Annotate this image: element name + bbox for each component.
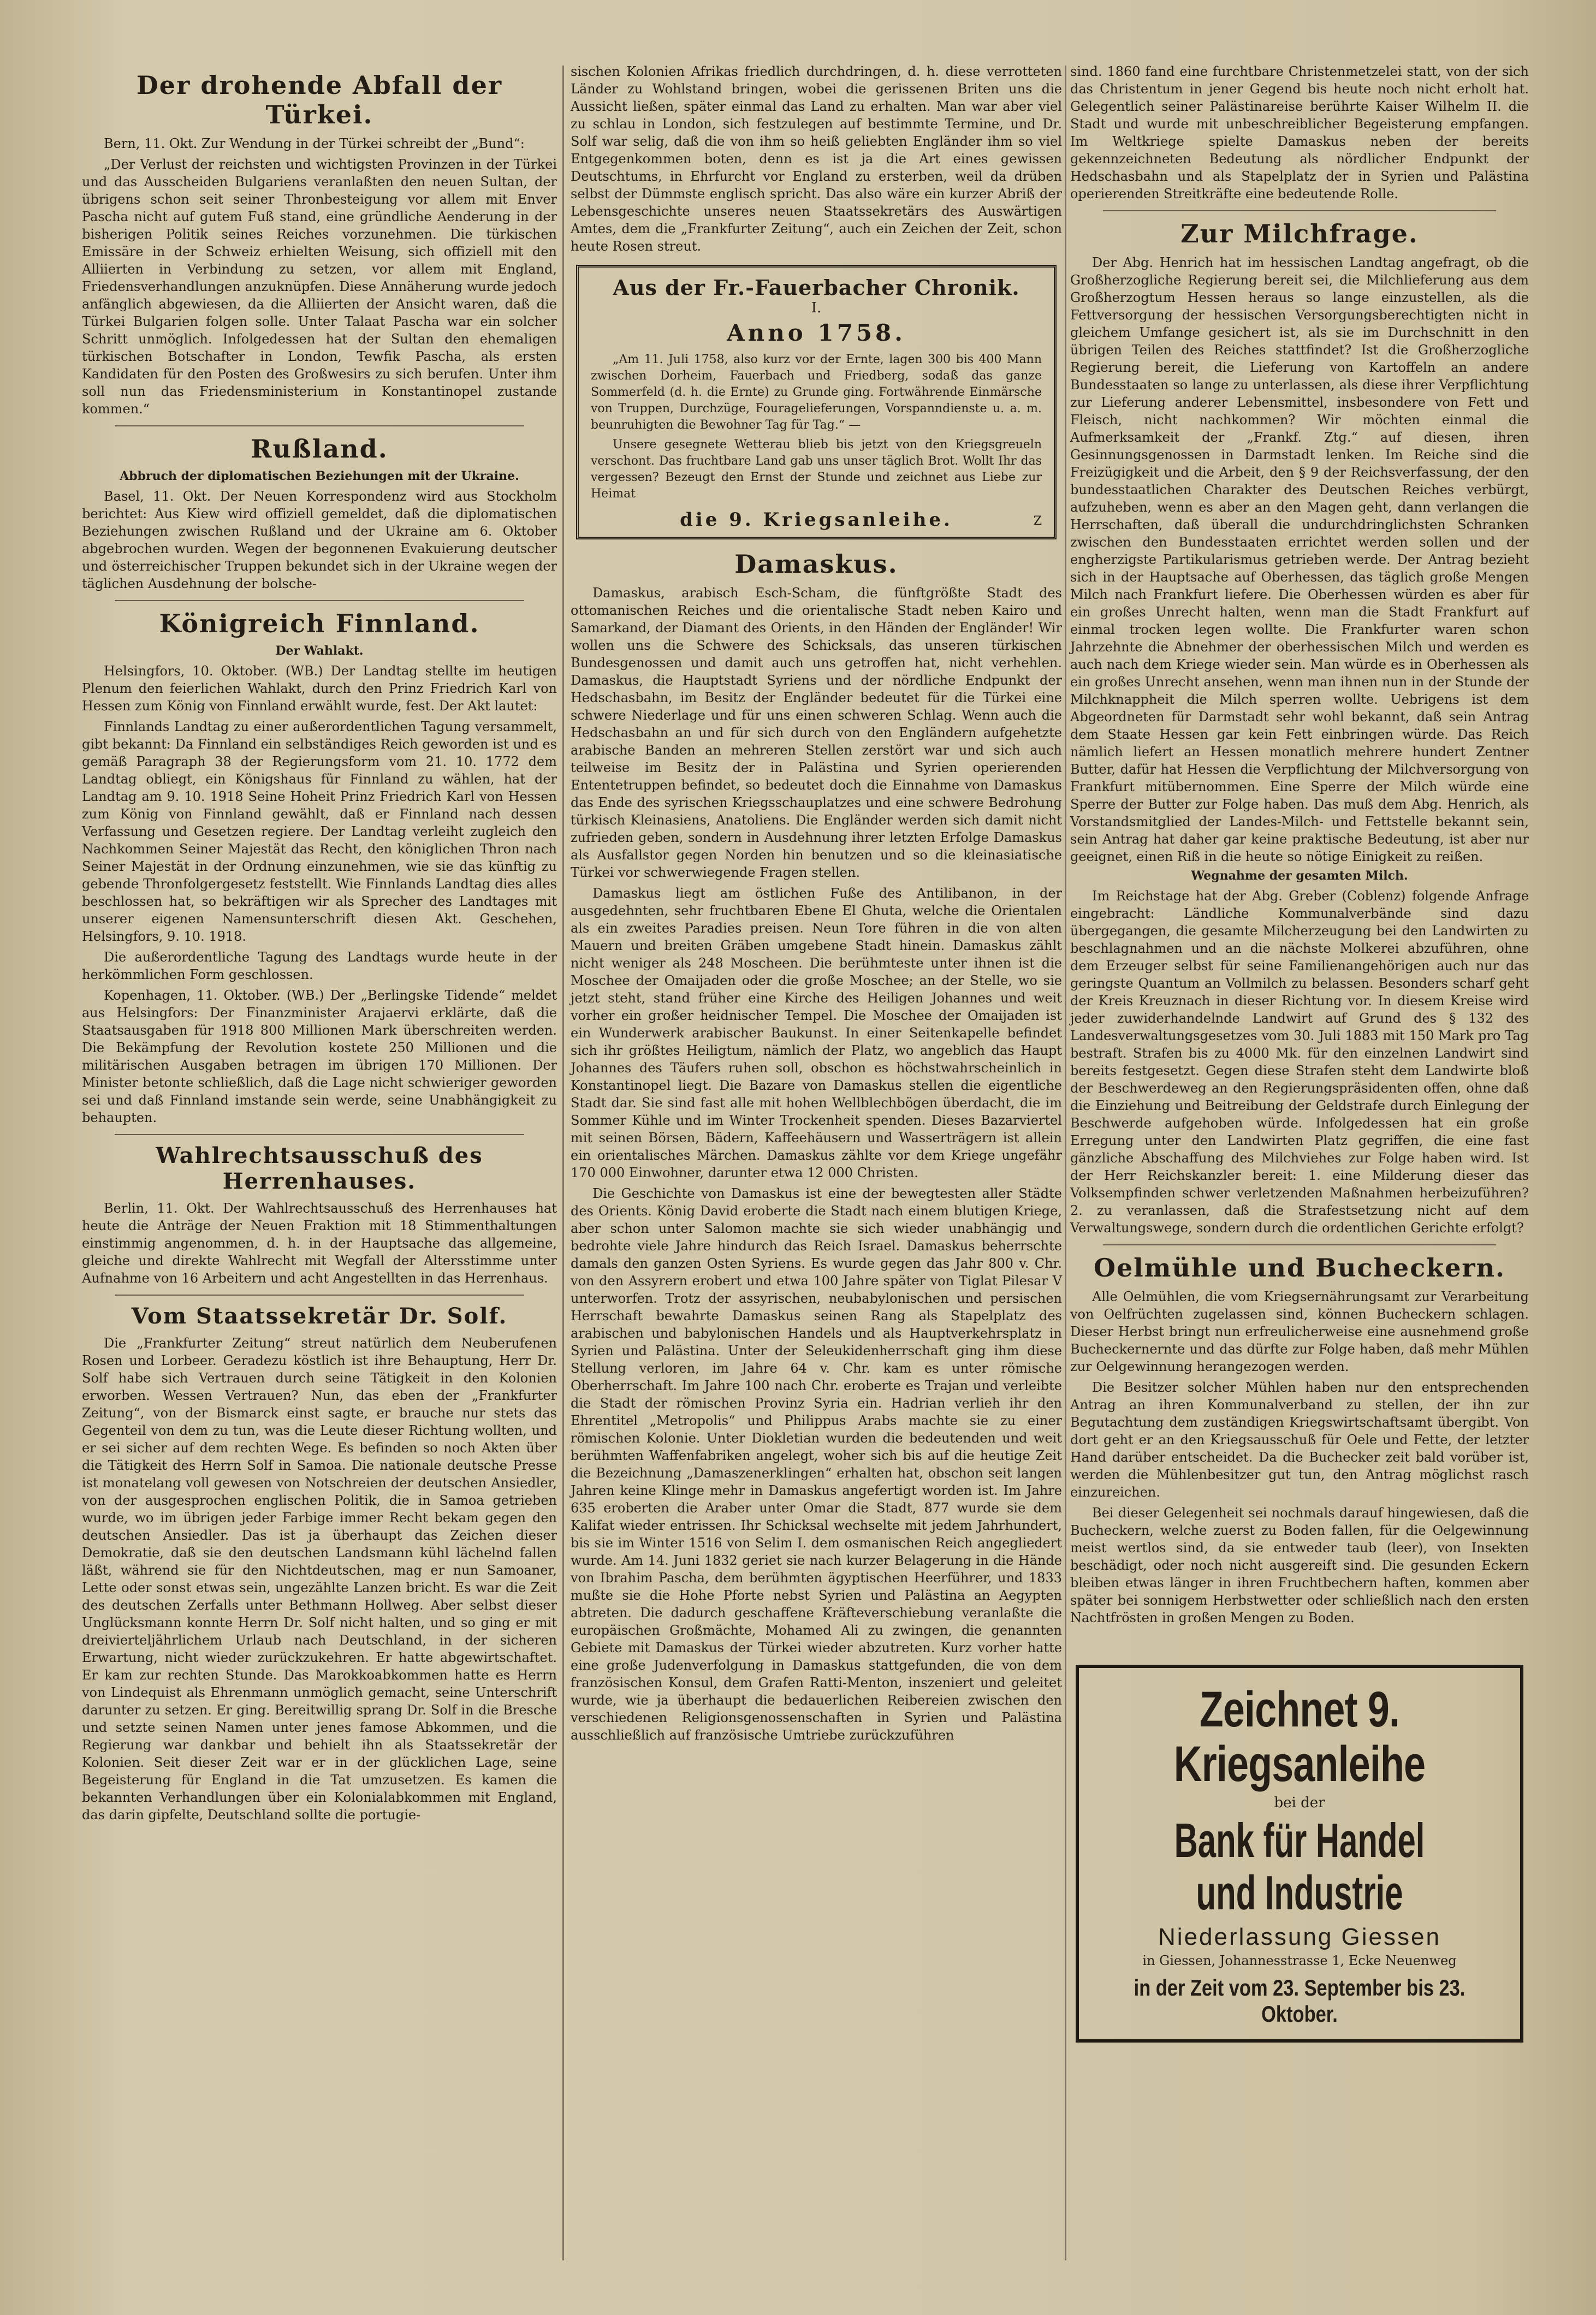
subheadline: Wegnahme der gesamten Milch. (1191, 869, 1408, 883)
paragraph: Die Geschichte von Damaskus ist eine der bewegtesten aller Städte des Orients. König David eroberte die Stadt nach einem blutigen Kriege, aber schon unter Salomon machte sie sich wieder unabhängig und bedrohte viele Jahre hindurch das Reich Israel. Damaskus beherrschte damals den ganzen Osten Syriens. Es wurde gegen das Jahr 800 v. Chr. von den Assyrern erobert und etwa 100 Jahre später von Tiglat Pilesar V unterworfen. Trotz der assyrischen, neubabylonischen und persischen Herrschaft bewahrte Damaskus seinen Rang als Stapelplatz des arabischen und babylonischen Handels und als Hauptverkehrsplatz in Syrien und Palästina. Unter der Seleukidenherrschaft ging ihm diese Stellung verloren, im Jahre 64 v. Chr. kam es unter römische Oberherrschaft. Im Jahre 100 nach Chr. eroberte es Trajan und verleibte die Stadt der römischen Provinz Syria ein. Hadrian verlieh ihr den Ehrentitel „Metropolis“ und Philippus Arabs machte sie zu einer römischen Kolonie. Unter Diokletian wurden die bedeutenden und weit berühmten Waffenfabriken angelegt, woher sich bis auf die heutige Zeit die Bezeichnung „Damaszenerklingen“ erhalten hat, obschon seit langen Jahren keine Klinge mehr in Damaskus angefertigt worden ist. Im Jahre 635 eroberten die Araber unter Omar die Stadt, 877 wurde sie dem Kalifat wieder entrissen. Ihr Schicksal wechselte mit jedem Jahrhundert, bis sie im Winter 1516 von Selim I. dem osmanischen Reich angegliedert wurde. Am 14. Juni 1832 geriet sie nach kurzer Belagerung in die Hände von Ibrahim Pascha, dem berühmten ägyptischen Heerführer, und 1833 mußte sie die Hohe Pforte nebst Syrien und Palästina an Aegypten abtreten. Die dadurch geschaffene Kräfteverschiebung veranlaßte die europäischen Großmächte, Mohamed Ali zu zwingen, die genannten Gebiete mit Damaskus der Türkei wieder abzutreten. Kurz vorher hatte eine große Judenverfolgung in Damaskus stattgefunden, die von dem französischen Konsul, dem Grafen Ratti-Menton, inszeniert und geleitet wurde, wie ja überhaupt die bedauerlichen Reibereien zwischen den verschiedenen Religionsgenossenschaften in Syrien und Palästina ausschließlich auf französische Umtriebe zurückzuführen (571, 1186, 1062, 1743)
paragraph: sischen Kolonien Afrikas friedlich durchdringen, d. h. diese verrotteten Länder zu Wohlstand bringen, wobei die gerissenen Briten uns die Aussicht ließen, später einmal das Land zu erhalten. Man war aber viel zu schlau in London, sich festzulegen auf bestimmte Termine, und Dr. Solf war selig, daß die von ihm so heiß geliebten Engländer ihm so viel Entgegenkommen boten, denn es ist ja die Art eines gewissen Deutschtums, in Ehrfurcht vor England zu ersterben, weil da drüben selbst der Dümmste englisch spricht. Das also wäre ein kurzer Abriß der Lebensgeschichte unseres neuen Staatssekretärs des Auswärtigen Amtes, dem die „Frankfurter Zeitung“, auch ein Zeichen der Zeit, schon heute Rosen streut. (571, 64, 1062, 254)
article-tuerkei (82, 70, 557, 418)
paragraph: sind. 1860 fand eine furchtbare Christenmetzelei statt, von der sich das Christentum in jener Gegend bis heute noch nicht erholt hat. Gelegentlich seiner Palästinareise berührte Kaiser Wilhelm II. die Stadt und wurde mit unbeschreiblicher Begeisterung empfangen. Im Weltkriege spielte Damaskus neben der bereits gekennzeichneten Bedeutung als nördlicher Endpunkt der Hedschasbahn und als Stapelplatz der in Syrien und Palästina operierenden Streitkräfte eine bedeutende Rolle. (1070, 64, 1529, 201)
paragraph: Kopenhagen, 11. Oktober. (WB.) Der „Berlingske Tidende“ meldet aus Helsingfors: Der Finanzminister Arajaervi erklärte, daß die Staatsausgaben für 1918 800 Millionen Mark überschreiten werden. Die Bekämpfung der Revolution kostete 250 Millionen und die militärischen Ausgaben betragen im übrigen 170 Millionen. Der Minister betonte schließlich, daß die Lage nicht schwieriger geworden sei und daß Finnland imstande sein werde, seine Unabhängigkeit zu behaupten. (82, 988, 557, 1125)
box-paragraph: Unsere gesegnete Wetterau blieb bis jetzt von den Kriegsgreueln verschont. Das fruchtbare Land gab uns unser täglich Brot. Wollt Ihr das vergessen? Bezeugt den Ernst der Stunde und zeichnet aus Liebe zur Heimat (591, 438, 1042, 501)
paragraph: Die Besitzer solcher Mühlen haben nur den entsprechenden Antrag an ihren Kommunalverband zu stellen, der ihn zur Begutachtung dem zuständigen Kriegswirtschaftsamt übergibt. Von dort geht er an den Kriegsausschuß für Oele und Fette, der letzter Hand darüber entscheidet. Da die Buchecker zeit bald vorüber ist, werden die Mühlenbesitzer gut tun, den Antrag möglichst rasch einzureichen. (1070, 1380, 1529, 1500)
divider (1103, 1244, 1496, 1245)
divider (1103, 210, 1496, 211)
box-title: Aus der Fr.-Fauerbacher Chronik. (613, 275, 1020, 300)
column-2 (571, 63, 1062, 1747)
article-damaskus (571, 549, 1062, 1744)
ad-connector: bei der (1274, 1795, 1325, 1811)
paragraph: Bei dieser Gelegenheit sei nochmals darauf hingewiesen, daß die Bucheckern, welche zuerst zu Boden fallen, für die Oelgewinnung meist wertlos sind, da sie entweder taub (leer), von Insekten beschädigt, oder noch nicht ausgereift sind. Die gesunden Eckern bleiben etwas länger in ihren Fruchtbechern haften, kommen aber später bei sonnigem Herbstwetter oder schließlich nach den ersten Nachtfrösten in großen Mengen zu Boden. (1070, 1505, 1529, 1625)
paragraph: Finnlands Landtag zu einer außerordentlichen Tagung versammelt, gibt bekannt: Da Finnland ein selbständiges Reich geworden ist und es gemäß Paragraph 38 der Regierungsform vom 21. 10. 1772 dem Landtag obliegt, ein Königshaus für Finnland zu wählen, hat der Landtag am 9. 10. 1918 Seine Hoheit Prinz Friedrich Karl von Hessen zum König von Finnland gewählt, daß er Finnland nach dessen Verfassung und Gesetzen regiere. Der Landtag verleiht zugleich den Nachkommen Seiner Majestät das Recht, den königlichen Thron nach Seiner Majestät in der Ordnung einzunehmen, wie sie das künftig zu gebende Thronfolgergesetz feststellt. Wie Finnlands Landtag dies alles beschlossen hat, so bekräftigen wir als Sprecher des Landtages mit unserer eigenen Namensunterschrift diesen Akt. Geschehen, Helsingfors, 9. 10. 1918. (82, 719, 557, 944)
article-finnland (82, 609, 557, 1126)
headline: Wahlrechtsausschuß des Herrenhauses. (156, 1143, 483, 1194)
paragraph: Bern, 11. Okt. Zur Wendung in der Türkei schreibt der „Bund“: (104, 136, 525, 151)
subheadline: Abbruch der diplomatischen Beziehungen mit der Ukraine. (120, 469, 519, 483)
box-signature: Z (1033, 514, 1042, 528)
article-milchfrage (1070, 219, 1529, 865)
ad-bank-name: Bank für Handel und Industrie (1174, 1813, 1425, 1920)
box-paragraph: „Am 11. Juli 1758, also kurz vor der Ernte, lagen 300 bis 400 Mann zwischen Dorheim, Fauerbach und Friedberg, sodaß das ganze Sommerfeld (d. h. die Ernte) zu Grunde ging. Fortwährende Einmärsche von Truppen, Durchzüge, Fouragelieferungen, Vorspanndienste u. a. m. beunruhigten die Bewohner Tag für Tag.“ — (591, 353, 1042, 432)
paragraph: „Der Verlust der reichsten und wichtigsten Provinzen in der Türkei und das Ausscheiden Bulgariens veranlaßten den neuen Sultan, der übrigens schon seit seiner Thronbesteigung vor allem mit Enver Pascha nicht auf gutem Fuß stand, eine gründliche Aenderung in der bisherigen Politik seines Reiches vorzunehmen. Die türkischen Emissäre in der Schweiz erhielten Weisung, sich offiziell mit den Alliierten in Verbindung zu setzen, vor allem mit England, Friedensverhandlungen anzuknüpfen. Diese Annäherung wurde jedoch anfänglich abgewiesen, da die Alliierten der Ansicht waren, daß die Türkei Bulgarien folgen solle. Unter Talaat Pascha war ein solcher Schritt unmöglich. Infolgedessen hat der Sultan den ehemaligen türkischen Botschafter in London, Tewfik Pascha, als ersten Kandidaten für den Posten des Großwesirs zu sich berufen. Unter ihm soll nun das Friedensministerium in Konstantinopel zustande kommen.“ (82, 157, 557, 417)
paragraph: Berlin, 11. Okt. Der Wahlrechtsausschuß des Herrenhauses hat heute die Anträge der Neuen Fraktion mit 18 Stimmenthaltungen einstimmig angenommen, d. h. in der Hauptsache das allgemeine, gleiche und direkte Wahlrecht mit Wegfall der Altersstimme unter Aufnahme von 16 Arbeitern und acht Angestellten in das Herrenhaus. (82, 1201, 557, 1286)
divider (115, 425, 524, 426)
subheadline: Der Wahlakt. (275, 644, 364, 658)
headline: Rußland. (251, 434, 388, 464)
headline: Vom Staatssekretär Dr. Solf. (131, 1303, 508, 1329)
ad-headline: Zeichnet 9. Kriegsanleihe (1173, 1682, 1426, 1792)
article-russland (82, 434, 557, 592)
ad-period: in der Zeit vom 23. September bis 23. Oktober. (1134, 1975, 1466, 2027)
headline: Damaskus. (734, 549, 898, 579)
headline: Zur Milchfrage. (1180, 219, 1419, 248)
headline: Der drohende Abfall der Türkei. (136, 70, 503, 129)
box-closing: die 9. Kriegsanleihe. (680, 509, 953, 531)
column-3 (1070, 63, 1529, 2043)
war-bond-advertisement (1076, 1665, 1523, 2043)
article-oelmuehle (1070, 1253, 1529, 1627)
column-1 (82, 63, 557, 1827)
article-solf (82, 1303, 557, 1824)
box-year: Anno 1758. (727, 319, 906, 346)
paragraph: Helsingfors, 10. Oktober. (WB.) Der Landtag stellte im heutigen Plenum den feierlichen Wahlakt, durch den Prinz Friedrich Karl von Hessen zum König von Finnland erwählt wurde, fest. Der Akt lautet: (82, 663, 557, 714)
column-rule-left (562, 66, 564, 2260)
column-rule-right (1065, 66, 1066, 2260)
paragraph: Die außerordentliche Tagung des Landtags wurde heute in der herkömmlichen Form geschlossen. (82, 949, 557, 982)
ad-branch: Niederlassung Giessen (1158, 1924, 1441, 1950)
headline: Oelmühle und Bucheckern. (1093, 1253, 1506, 1283)
article-herrenhaus (82, 1143, 557, 1287)
paragraph: Alle Oelmühlen, die vom Kriegsernährungsamt zur Verarbeitung von Oelfrüchten zugelassen sind, können Bucheckern schlagen. Dieser Herbst bringt nun erfreulicherweise eine ausnehmend große Bucheckernernte und das dürfte zur Folge haben, daß mehr Mühlen zur Oelgewinnung herangezogen werden. (1070, 1289, 1529, 1374)
chronicle-box (576, 265, 1057, 539)
paragraph: Basel, 11. Okt. Der Neuen Korrespondenz wird aus Stockholm berichtet: Aus Kiew wird offiziell gemeldet, daß die diplomatischen Beziehungen zwischen Rußland und der Ukraine am 6. Oktober abgebrochen wurden. Wegen der begonnenen Evakuierung deutscher und österreichischer Truppen bekundet sich in der Ukraine wegen der täglichen Ausdehnung der bolsche- (82, 489, 557, 591)
box-number: I. (811, 300, 822, 316)
divider (115, 600, 524, 601)
divider (115, 1295, 524, 1296)
paragraph: Damaskus liegt am östlichen Fuße des Antilibanon, in der ausgedehnten, sehr fruchtbaren Ebene El Ghuta, welche die Orientalen als ein zweites Paradies preisen. Neun Tore führen in die von alten Mauern und breiten Gräben umgebene Stadt hinein. Damaskus zählt nicht weniger als 248 Moscheen. Die berühmteste unter ihnen ist die Moschee der Omaijaden oder die große Moschee; an der Stelle, wo sie jetzt steht, stand früher eine Kirche des Heiligen Johannes und weit vorher ein großer heidnischer Tempel. Die Moschee der Omaijaden ist ein Wunderwerk arabischer Baukunst. In einer Seitenkapelle befindet sich ihr größtes Heiligtum, nämlich der Platz, wo angeblich das Haupt Johannes des Täufers ruhen soll, obschon es höchstwahrscheinlich in Konstantinopel liegt. Die Bazare von Damaskus stellen die eigentliche Stadt dar. Sie sind fast alle mit hohen Wellblechbögen überdacht, die im Sommer Kühle und im Winter Trockenheit spenden. Dieses Bazarviertel mit seinen Börsen, Bädern, Kaffeehäusern und Wasserträgern ist allein ein orientalisches Märchen. Damaskus zählte vor dem Kriege ungefähr 170 000 Einwohner, darunter etwa 12 000 Christen. (571, 886, 1062, 1180)
divider (115, 1134, 524, 1135)
paragraph: Im Reichstage hat der Abg. Greber (Coblenz) folgende Anfrage eingebracht: Ländliche Kommunalverbände sind dazu übergegangen, die gesamte Milcherzeugung bei den Landwirten zu beschlagnahmen und an die nächste Molkerei abzuführen, ohne dem Erzeuger selbst für seine Familienangehörigen auch nur das geringste Quantum an Vollmilch zu belassen. Besonders scharf geht der Kreis Kreuznach in dieser Richtung vor. In diesem Kreise wird jeder zuwiderhandelnde Landwirt auf Grund des § 132 des Landesverwaltungsgesetzes vom 30. Juli 1883 mit 150 Mark pro Tag bestraft. Strafen bis zu 4000 Mk. für den einzelnen Landwirt sind bereits festgesetzt. Gegen diese Strafen steht dem Landwirte bloß der Beschwerdeweg an den Regierungspräsidenten offen, ohne daß die Einziehung und Beitreibung der Geldstrafe durch Einlegung der Beschwerde aufgehoben würde. Infolgedessen hat ein große Erregung unter den Landwirten Platz gegriffen, die eine fast gänzliche Abschaffung des Milchviehes zur Folge haben wird. Ist der Herr Reichskanzler bereit: 1. eine Milderung dieser das Volksempfinden schwer verletzenden Maßnahmen herbeizuführen? 2. zu veranlassen, daß die Strafestsetzung nicht auf dem Verwaltungswege, sondern durch die ordentlichen Gerichte erfolgt? (1070, 888, 1529, 1236)
paragraph: Die „Frankfurter Zeitung“ streut natürlich dem Neuberufenen Rosen und Lorbeer. Geradezu köstlich ist ihre Behauptung, Herr Dr. Solf habe sich Vertrauen durch seine Tätigkeit in den Kolonien erworben. Wessen Vertrauen? Nun, das eben der „Frankfurter Zeitung“, von der Bismarck einst sagte, er brauche nur stets das Gegenteil von dem zu tun, was die Leute dieser Richtung wollten, und er sei sicher auf dem rechten Wege. Es befinden so noch Akten über die Tätigkeit des Herrn Solf in Samoa. Die nationale deutsche Presse ist monatelang voll gewesen von Notschreien der deutschen Ansiedler, von der ausgesprochen englischen Politik, die in Samoa getrieben wurde, wo im übrigen jeder Farbige immer Recht bekam gegen den deutschen Ansiedler. Das ist ja überhaupt das Zeichen dieser Demokratie, daß sie den deutschen Landsmann kühl lächelnd fallen läßt, während sie für den Nichtdeutschen, mag er nun Samoaner, Lette oder sonst etwas sein, ungezählte Lanzen bricht. Es war die Zeit des deutschen Zerfalls unter Bethmann Hollweg. Aber selbst dieser Unglücksmann konnte Herrn Dr. Solf nicht halten, und so ging er mit dreivierteljährlichem Urlaub nach Deutschland, in der sicheren Erwartung, nicht wieder zurückzukehren. Er hatte abgewirtschaftet. Er kam zur rechten Stunde. Das Marokkoabkommen hatte es Herrn von Lindequist als Ehrenmann unmöglich gemacht, seine Unterschrift darunter zu setzen. Er ging. Bereitwillig sprang Dr. Solf in die Bresche und setzte seinen Namen unter jenes famose Abkommen, und die Regierung war dankbar und behielt ihn als Staatssekretär der Kolonien. Seit dieser Zeit war er in der glücklichen Lage, seine Begeisterung für England in die Tat umzusetzen. Es kamen die bekannten Verhandlungen über ein Kolonialabkommen mit England, das darin gipfelte, Deutschland sollte die portugie- (82, 1335, 557, 1823)
ad-address: in Giessen, Johannesstrasse 1, Ecke Neuenweg (1142, 1953, 1457, 1968)
article-milch-wegnahme (1070, 869, 1529, 1237)
paragraph: Damaskus, arabisch Esch-Scham, die fünftgrößte Stadt des ottomanischen Reiches und die orientalische Stadt neben Kairo und Samarkand, der Diamant des Orients, in den Händen der Engländer! Wir wollen uns die Schwere des Schicksals, das unseren türkischen Bundesgenossen und damit auch uns getroffen hat, nicht verhehlen. Damaskus, die Hauptstadt Syriens und der nördliche Endpunkt der Hedschasbahn, im Besitz der Engländer bedeutet für die Türkei eine schwere Niederlage und für uns einen schweren Schlag. Wenn auch die Hedschasbahn an und für sich durch von den Engländern aufgehetzte arabische Banden an mehreren Stellen zerstört war und sich auch teilweise im Besitz der in Palästina und Syrien operierenden Ententetruppen befindet, so bedeutet doch die Einnahme von Damaskus das Ende des syrischen Kriegsschauplatzes und eine schwere Bedrohung türkisch Kleinasiens, Anatoliens. Die Engländer werden sich damit nicht zufrieden geben, sondern in Ausdehnung ihrer letzten Erfolge Damaskus als Ausfallstor gegen Norden hin benutzen und so die kleinasiatische Türkei vor schwerwiegende Fragen stellen. (571, 585, 1062, 880)
headline: Königreich Finnland. (159, 609, 480, 638)
paragraph: Der Abg. Henrich hat im hessischen Landtag angefragt, ob die Großherzogliche Regierung bereit sei, die Milchlieferung aus dem Großherzogtum Hessen heraus so lange einzustellen, als die Fettversorgung der hessischen Versorgungsberechtigten nicht in gleichem Umfange gesichert ist, als sie im Durchschnitt in den übrigen Teilen des Reiches stattfindet? Ist die Großherzogliche Regierung bereit, die Lieferung von Kartoffeln an andere Bundesstaaten so lange zu unterlassen, als diese ihrer Verpflichtung zur Lieferung anderer Lebensmittel, insbesondere von Fett und Fleisch, nicht nachkommen? Wir möchten einmal die Aufmerksamkeit der „Frankf. Ztg.“ auf diesen, ihren Gesinnungsgenossen in Darmstadt lenken. Im Reiche sind die Freizügigkeit und die Arbeit, den § 9 der Reichsverfassung, der den bundesstaatlichen Charakter des Deutschen Reiches verbürgt, aufzuheben, wenn es aber an den Magen geht, dann verlangen die Herrschaften, daß überall die undurchdringlichsten Schranken zwischen den Bundesstaaten errichtet werden sollen und der engherzigste Partikularismus getrieben werde. Der Antrag bezieht sich in der Hauptsache auf Oberhessen, das täglich große Mengen Milch nach Frankfurt liefere. Die Oberhessen würden es aber für ein großes Unrecht halten, wenn man die Stadt Frankfurt auf einmal trocken legen wollte. Die Frankfurter waren schon Jahrzehnte die Abnehmer der oberhessischen Milch und werden es auch nach dem Kriege wieder sein. Man würde es in Oberhessen als ein großes Unrecht ansehen, wenn man ihnen nun in der Stunde der Milchknappheit die Milch sperren wollte. Uebrigens ist dem Abgeordneten für Darmstadt sehr wohl bekannt, daß sein Antrag dem Staate Hessen gar kein Fett einbringen würde. Das Reich nämlich liefert an Hessen monatlich mehrere hundert Zentner Butter, dafür hat Hessen die Verpflichtung der Milchversorgung von Frankfurt mitübernommen. Eine Sperre der Milch würde eine Sperre der Butter zur Folge haben. Das muß dem Abg. Henrich, als Vorstandsmitglied der Landes-Milch- und Fettstelle bekannt sein, sein Antrag hat daher gar keine praktische Bedeutung, ist aber nur geeignet, einen Riß in die heute so nötige Einigkeit zu reißen. (1070, 255, 1529, 864)
